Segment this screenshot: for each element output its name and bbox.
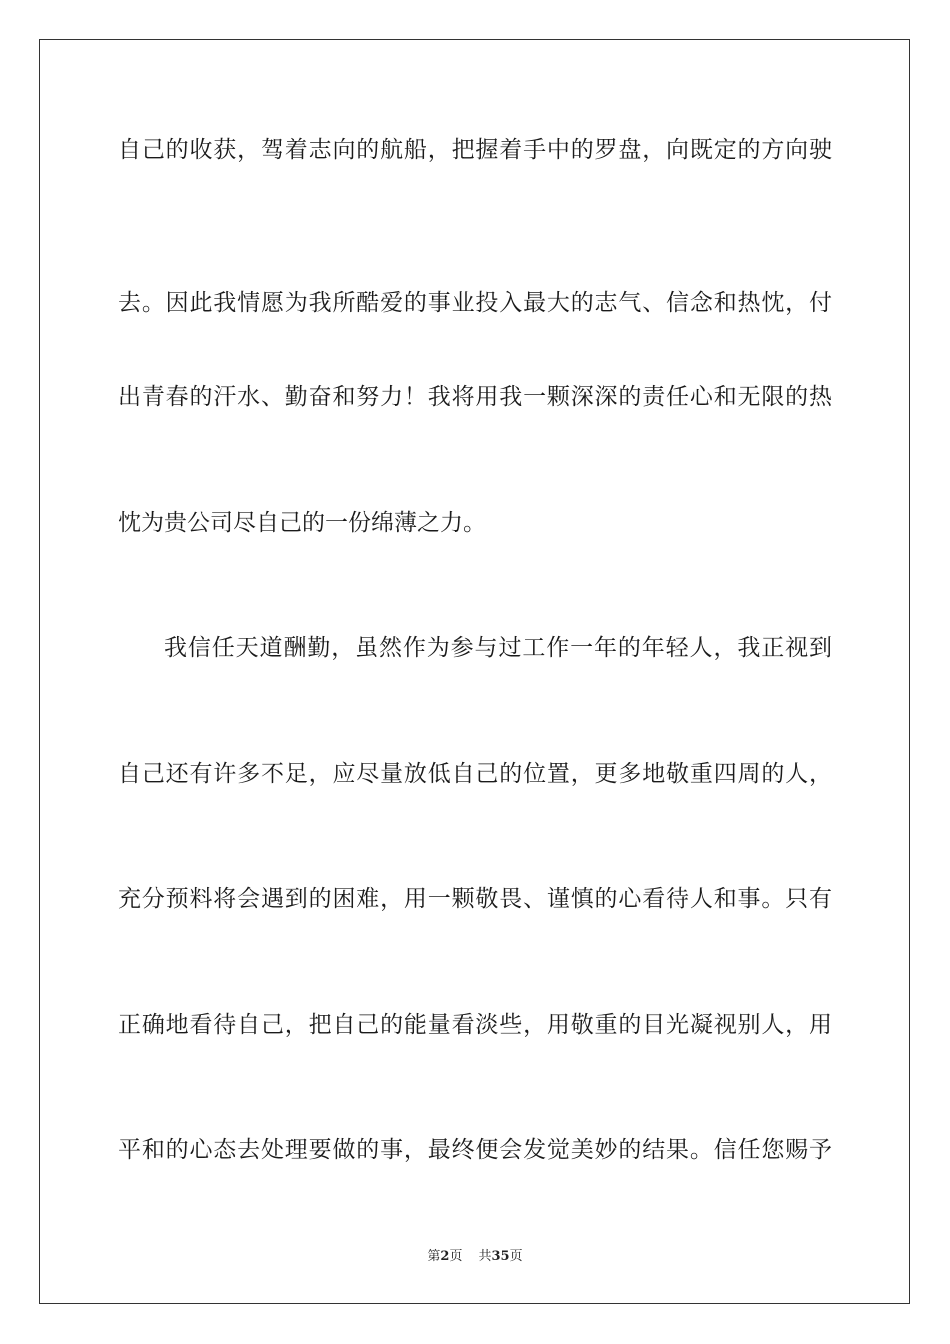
paragraph-line-7: 充分预料将会遇到的困难，用一颗敬畏、谨慎的心看待人和事。只有 — [118, 886, 832, 912]
total-pages: 35 — [491, 1249, 510, 1264]
paragraph-line-9: 平和的心态去处理要做的事，最终便会发觉美妙的结果。信任您赐予 — [118, 1137, 832, 1163]
paragraph-line-8: 正确地看待自己，把自己的能量看淡些，用敬重的目光凝视别人，用 — [118, 1012, 832, 1038]
page-suffix: 页 — [449, 1249, 463, 1264]
page-footer — [0, 1248, 950, 1266]
page-prefix: 第 — [427, 1249, 441, 1264]
paragraph-line-1: 自己的收获，驾着志向的航船，把握着手中的罗盘，向既定的方向驶 — [118, 137, 832, 163]
page-border — [39, 39, 910, 1304]
paragraph-line-3: 出青春的汗水、勤奋和努力！我将用我一颗深深的责任心和无限的热 — [118, 384, 832, 410]
total-suffix: 页 — [509, 1249, 523, 1264]
paragraph-line-4: 忱为贵公司尽自己的一份绵薄之力。 — [118, 510, 486, 536]
total-prefix: 共 — [478, 1249, 492, 1264]
paragraph-line-6: 自己还有许多不足，应尽量放低自己的位置，更多地敬重四周的人， — [118, 761, 832, 787]
page-number: 2 — [440, 1249, 450, 1264]
paragraph-line-2: 去。因此我情愿为我所酷爱的事业投入最大的志气、信念和热忱，付 — [118, 290, 832, 316]
paragraph-line-5: 我信任天道酬勤，虽然作为参与过工作一年的年轻人，我正视到 — [164, 635, 832, 661]
